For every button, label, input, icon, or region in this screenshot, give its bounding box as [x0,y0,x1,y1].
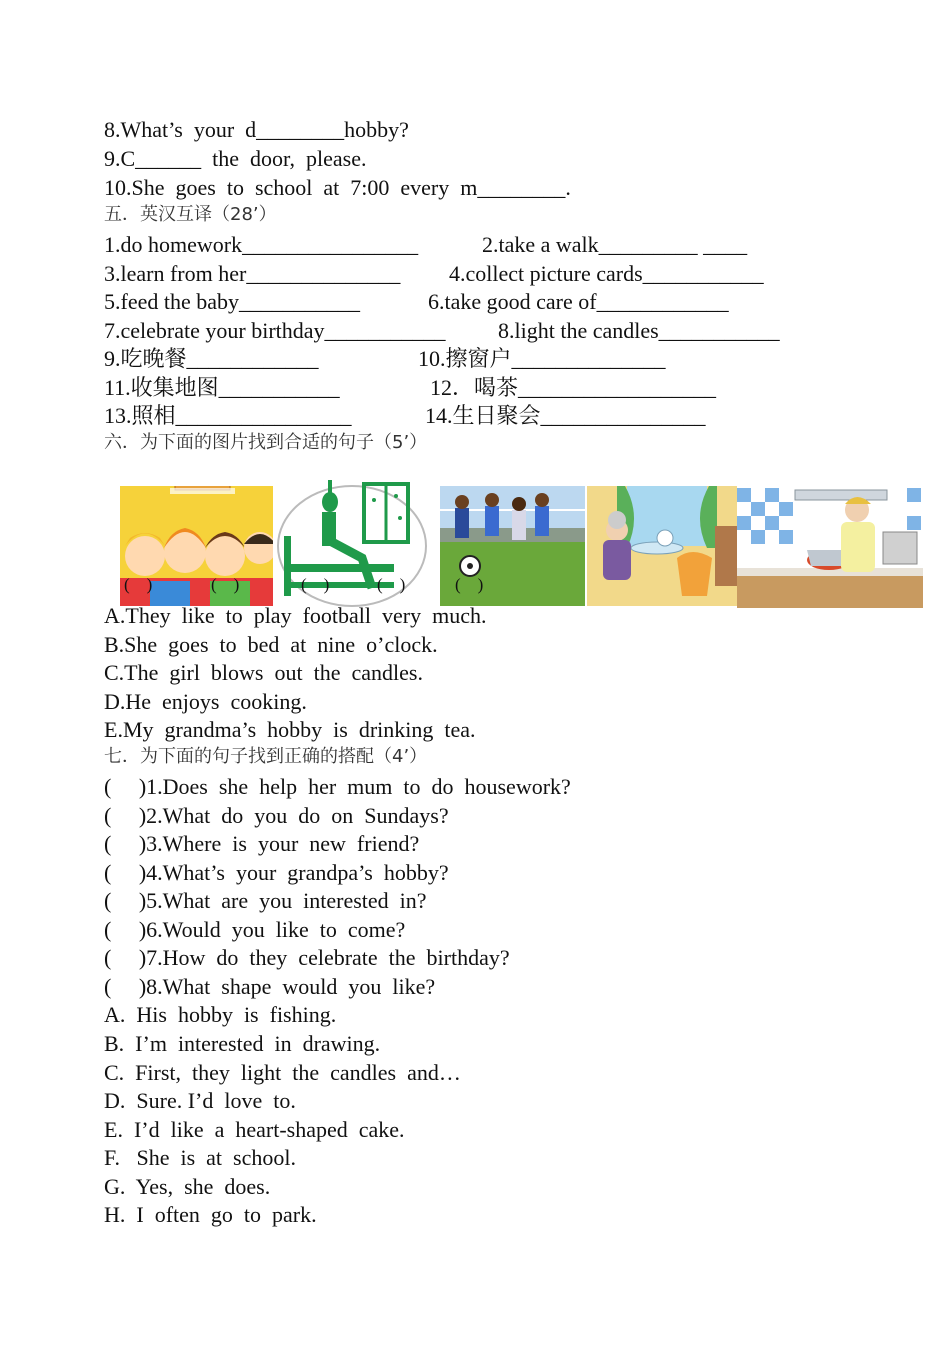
translate-6: 6.take good care of____________ [428,289,729,314]
translate-13: 13.照相________________ [104,403,352,428]
translate-10: 10.擦窗户______________ [418,346,666,371]
match-question-7[interactable]: ( )7.How do they celebrate the birthday? [104,945,510,970]
match-answer-f: F. She is at school. [104,1145,296,1170]
match-question-6[interactable]: ( )6.Would you like to come? [104,917,406,942]
picture-option-d: D.He enjoys cooking. [104,689,307,714]
fill-in-9: 9.C______ the door, please. [104,146,367,171]
section6-heading: 六．为下面的图片找到合适的句子（5’） [104,432,428,453]
picture-answer-3[interactable]: ( ) [301,575,330,594]
cooking-image [737,488,923,608]
picture-answer-2[interactable]: ( ) [211,575,240,594]
match-answer-a: A. His hobby is fishing. [104,1002,337,1027]
translate-1: 1.do homework________________ [104,232,419,257]
fill-in-10: 10.She goes to school at 7:00 every m________. [104,175,571,200]
picture-option-a: A.They like to play football very much. [104,603,487,628]
match-answer-b: B. I’m interested in drawing. [104,1031,381,1056]
picture-answer-4[interactable]: ( ) [377,575,406,594]
picture-answer-1[interactable]: ( ) [124,575,153,594]
match-answer-h: H. I often go to park. [104,1202,317,1227]
match-question-1[interactable]: ( )1.Does she help her mum to do housework? [104,774,571,799]
match-answer-c: C. First, they light the candles and… [104,1060,461,1085]
match-question-4[interactable]: ( )4.What’s your grandpa’s hobby? [104,860,449,885]
match-question-2[interactable]: ( )2.What do you do on Sundays? [104,803,449,828]
translate-2: 2.take a walk_________ ____ [482,232,748,257]
translate-9: 9.吃晚餐____________ [104,346,319,371]
translate-12: 12．喝茶__________________ [430,375,717,400]
bed-icon [272,478,429,608]
match-question-3[interactable]: ( )3.Where is your new friend? [104,831,420,856]
picture-option-b: B.She goes to bed at nine o’clock. [104,632,438,657]
grandma-tea-image [587,486,737,606]
picture-grandma-tea [587,486,737,606]
translate-14: 14.生日聚会_______________ [425,403,706,428]
translate-8: 8.light the candles___________ [498,318,780,343]
match-question-5[interactable]: ( )5.What are you interested in? [104,888,427,913]
translate-5: 5.feed the baby___________ [104,289,360,314]
match-question-8[interactable]: ( )8.What shape would you like? [104,974,436,999]
picture-bed [272,478,429,608]
picture-option-e: E.My grandma’s hobby is drinking tea. [104,717,476,742]
translate-7: 7.celebrate your birthday___________ [104,318,446,343]
translate-3: 3.learn from her______________ [104,261,401,286]
fill-in-8: 8.What’s your d________hobby? [104,117,409,142]
match-answer-d: D. Sure. I’d love to. [104,1088,296,1113]
picture-cooking [737,488,923,608]
match-answer-g: G. Yes, she does. [104,1174,271,1199]
picture-answer-5[interactable]: ( ) [455,575,484,594]
section5-heading: 五．英汉互译（28’） [104,204,277,225]
translate-4: 4.collect picture cards___________ [449,261,764,286]
section7-heading: 七．为下面的句子找到正确的搭配（4’） [104,746,428,767]
translate-11: 11.收集地图___________ [104,375,340,400]
match-answer-e: E. I’d like a heart-shaped cake. [104,1117,405,1142]
picture-option-c: C.The girl blows out the candles. [104,660,423,685]
